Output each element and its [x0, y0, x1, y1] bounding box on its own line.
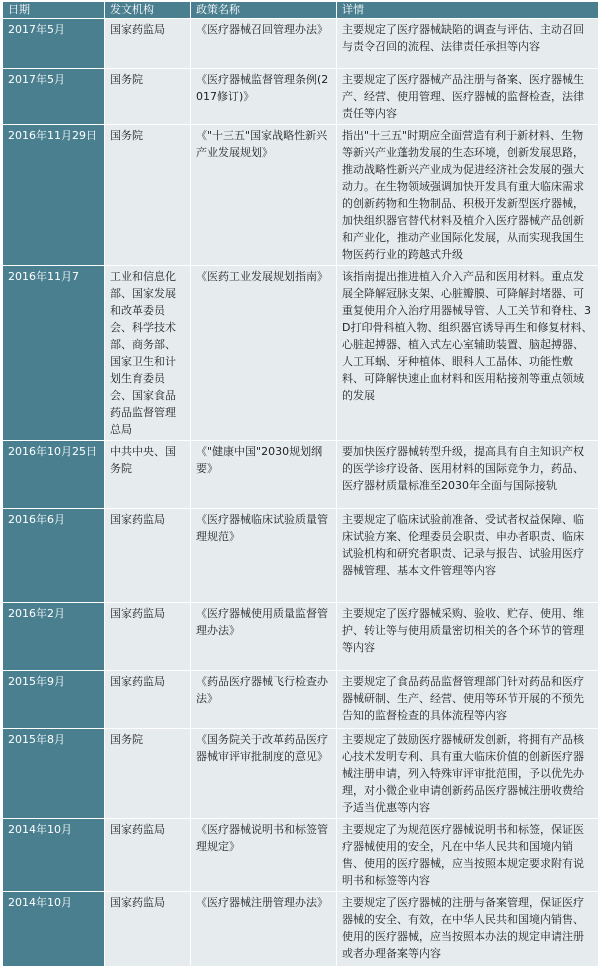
- table-header-row: [3, 2, 599, 19]
- cell-policy-name: 《医疗器械召回管理办法》: [191, 19, 337, 69]
- table-row: [3, 671, 599, 729]
- cell-policy-name: 《国务院关于改革药品医疗器械审评审批制度的意见》: [191, 729, 337, 819]
- cell-policy-name: 《医疗器械说明书和标签管理规定》: [191, 819, 337, 892]
- table-row: [3, 509, 599, 603]
- table-row: [3, 125, 599, 266]
- cell-org: 中共中央、国务院: [105, 441, 191, 509]
- cell-detail: 要加快医疗器械转型升级，提高具有自主知识产权的医学诊疗设备、医用材料的国际竞争力，药品、医疗器材质量标准至2030年全面与国际接轨: [337, 441, 599, 509]
- cell-detail: 指出"十三五"时期应全面营造有利于新材料、生物等新兴产业蓬勃发展的生态环境，创新发展思路，推动战略性新兴产业成为促进经济社会发展的强大动力。在生物领域强调加快开发具有重大临床需求的创新药物和生物制品、积极开发新型医疗器械，加快组织器官替代材料及植介入医疗器械产品创新和产业化，推动产业国际化发展，从而实现我国生物医药行业的跨越式升级: [337, 125, 599, 266]
- header-org: 发文机构: [105, 2, 191, 19]
- cell-detail: 主要规定了医疗器械的注册与备案管理，保证医疗器械的安全、有效，在中华人民共和国境内销售、使用的医疗器械，应当按照本办法的规定申请注册或者办理备案等内容: [337, 892, 599, 967]
- cell-org: 国家药监局: [105, 892, 191, 967]
- cell-policy-name: 《医药工业发展规划指南》: [191, 266, 337, 441]
- cell-date: 2017年5月: [3, 19, 105, 69]
- table-row: [3, 266, 599, 441]
- header-date: 日期: [3, 2, 105, 19]
- cell-detail: 主要规定了食品药品监督管理部门针对药品和医疗器械研制、生产、经营、使用等环节开展的不预先告知的监督检查的具体流程等内容: [337, 671, 599, 729]
- cell-policy-name: 《"健康中国"2030规划纲要》: [191, 441, 337, 509]
- table-row: [3, 729, 599, 819]
- cell-date: 2015年9月: [3, 671, 105, 729]
- cell-date: 2015年8月: [3, 729, 105, 819]
- cell-date: 2016年6月: [3, 509, 105, 603]
- cell-date: 2016年11月7: [3, 266, 105, 441]
- cell-date: 2017年5月: [3, 69, 105, 125]
- cell-detail: 主要规定了临床试验前准备、受试者权益保障、临床试验方案、伦理委员会职责、申办者职责、临床试验机构和研究者职责、记录与报告、试验用医疗器械管理、基本文件管理等内容: [337, 509, 599, 603]
- cell-detail: 主要规定了为规范医疗器械说明书和标签，保证医疗器械使用的安全，凡在中华人民共和国境内销售、使用的医疗器械，应当按照本规定要求附有说明书和标签等内容: [337, 819, 599, 892]
- cell-policy-name: 《医疗器械临床试验质量管理规范》: [191, 509, 337, 603]
- cell-policy-name: 《医疗器械注册管理办法》: [191, 892, 337, 967]
- cell-org: 国务院: [105, 125, 191, 266]
- cell-policy-name: 《医疗器械监督管理条例(2017修订)》: [191, 69, 337, 125]
- header-detail: 详情: [337, 2, 599, 19]
- cell-org: 国务院: [105, 69, 191, 125]
- cell-org: 国家药监局: [105, 19, 191, 69]
- policy-table: [2, 1, 599, 967]
- cell-policy-name: 《医疗器械使用质量监督管理办法》: [191, 603, 337, 671]
- cell-policy-name: 《药品医疗器械飞行检查办法》: [191, 671, 337, 729]
- cell-org: 国家药监局: [105, 603, 191, 671]
- header-policy-name: 政策名称: [191, 2, 337, 19]
- cell-date: 2016年2月: [3, 603, 105, 671]
- cell-org: 国家药监局: [105, 509, 191, 603]
- cell-date: 2014年10月: [3, 819, 105, 892]
- cell-detail: 主要规定了鼓励医疗器械研发创新，将拥有产品核心技术发明专利、具有重大临床价值的创新医疗器械注册申请，列入特殊审评审批范围，予以优先办理，对小微企业申请创新药品医疗器械注册收费给予适当优惠等内容: [337, 729, 599, 819]
- cell-date: 2014年10月: [3, 892, 105, 967]
- cell-date: 2016年10月25日: [3, 441, 105, 509]
- cell-detail: 主要规定了医疗器械产品注册与备案、医疗器械生产、经营、使用管理、医疗器械的监督检查，法律责任等内容: [337, 69, 599, 125]
- cell-detail: 该指南提出推进植入介入产品和医用材料。重点发展全降解冠脉支架、心脏瓣膜、可降解封堵器、可重复使用介入治疗用器械导管、人工关节和脊柱、3D打印骨科植入物、组织器官诱导再生和修复材料、心脏起搏器、植入式左心室辅助装置、脑起搏器、人工耳蜗、牙种植体、眼科人工晶体、功能性敷料、可降解快速止血材料和医用粘接剂等重点领域的发展: [337, 266, 599, 441]
- table-row: [3, 69, 599, 125]
- table-row: [3, 819, 599, 892]
- cell-org: 国家药监局: [105, 819, 191, 892]
- cell-date: 2016年11月29日: [3, 125, 105, 266]
- table-row: [3, 19, 599, 69]
- cell-org: 国务院: [105, 729, 191, 819]
- table-row: [3, 892, 599, 967]
- cell-detail: 主要规定了医疗器械采购、验收、贮存、使用、维护、转让等与使用质量密切相关的各个环节的管理等内容: [337, 603, 599, 671]
- cell-org: 工业和信息化部、国家发展和改革委员会、科学技术部、商务部、国家卫生和计划生育委员会、国家食品药品监督管理总局: [105, 266, 191, 441]
- cell-policy-name: 《"十三五"国家战略性新兴产业发展规划》: [191, 125, 337, 266]
- table-row: [3, 441, 599, 509]
- cell-detail: 主要规定了医疗器械缺陷的调查与评估、主动召回与责令召回的流程、法律责任承担等内容: [337, 19, 599, 69]
- cell-org: 国家药监局: [105, 671, 191, 729]
- table-row: [3, 603, 599, 671]
